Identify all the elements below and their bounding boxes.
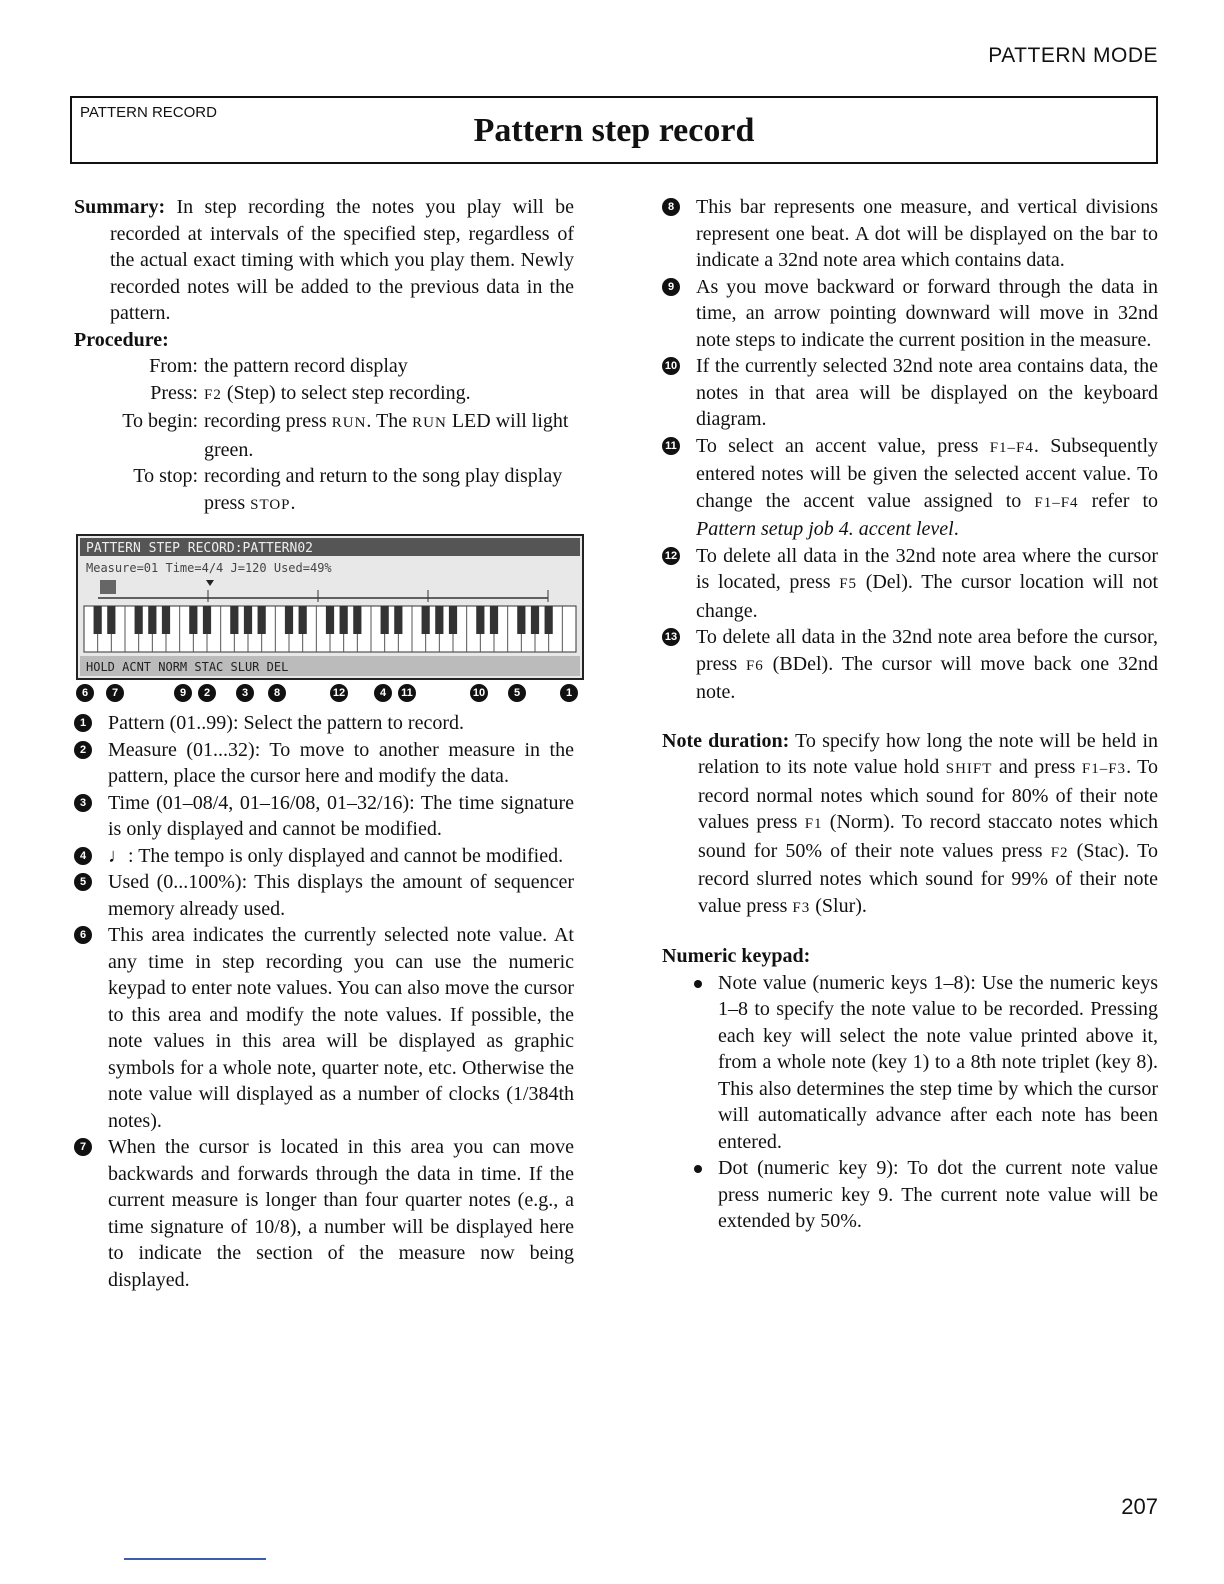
black-key [340, 606, 348, 634]
keyboard-diagram [84, 606, 576, 652]
black-key [435, 606, 443, 634]
right-column [662, 194, 1158, 1235]
callout-5: 5 [508, 684, 526, 702]
black-key [422, 606, 430, 634]
procedure-from: From: the pattern record display [149, 355, 408, 377]
black-key [517, 606, 525, 634]
bullet-item-dot: Dot (numeric key 9): To dot the current note value press numeric key 9. The current note value will be extended by 50%. [662, 1155, 1158, 1235]
black-key [258, 606, 266, 634]
lcd-line-1: PATTERN STEP RECORD:PATTERN02 [86, 541, 313, 556]
list-item-3: 3 Time (01–08/4, 01–16/08, 01–32/16): The time signature is only displayed and cannot be modified. [74, 790, 574, 843]
black-key [490, 606, 498, 634]
black-key [545, 606, 553, 634]
callout-1: 1 [560, 684, 578, 702]
note-duration-paragraph: Note duration: To specify how long the note will be held in relation to its note value hold SHIFT and press F1–F3. To record normal notes which sound for 80% of their note values press F1 (Norm). To record staccato notes which sound for 50% of their note values press F2 (Stac). To record slurred notes which sound for 99% of their note value press F3 (Slur). [662, 729, 1159, 917]
numeric-keypad-label: Numeric keypad: [662, 945, 811, 967]
list-item-4: 4 ♩: The tempo is only displayed and cannot be modified. [74, 843, 574, 870]
summary-paragraph [74, 194, 574, 327]
list-item-11: 11 To select an accent value, press F1–F4. Subsequently entered notes will be given the selected accent value. To change the accent value assigned to F1–F4 refer to Pattern setup job 4. accent level. [662, 433, 1158, 543]
list-item-13: 13 To delete all data in the 32nd note area before the cursor, press F6 (BDel). The cursor will move back one 32nd note. [662, 624, 1158, 706]
left-column [74, 194, 574, 518]
list-item-10: 10 If the currently selected 32nd note area contains data, the notes in that area will be displayed on the keyboard diagram. [662, 353, 1158, 433]
black-key [326, 606, 334, 634]
black-key [531, 606, 539, 634]
black-key [476, 606, 484, 634]
left-numbered-list [74, 710, 574, 1293]
procedure-stop: To stop: recording and return to the song play display press STOP. [133, 465, 563, 514]
black-key [394, 606, 402, 634]
black-key [381, 606, 389, 634]
black-key [135, 606, 143, 634]
black-key [353, 606, 361, 634]
procedure-press: Press: F2 (Step) to select step recording. [150, 381, 471, 404]
list-item-1: 1 Pattern (01..99): Select the pattern to record. [74, 710, 574, 737]
callout-10: 10 [470, 684, 488, 702]
black-key [299, 606, 307, 634]
black-key [285, 606, 293, 634]
list-item-7: 7 When the cursor is located in this area you can move backwards and forwards through the data in time. If the current measure is longer than four quarter notes (e.g., a time signature of 10/8), a number will be displayed here to indicate the section of the measure now being displayed. [74, 1134, 574, 1293]
black-key [94, 606, 102, 634]
callout-9: 9 [174, 684, 192, 702]
list-item-5: 5 Used (0...100%): This displays the amount of sequencer memory already used. [74, 869, 574, 922]
list-item-8: 8 This bar represents one measure, and vertical divisions represent one beat. A dot will be displayed on the bar to indicate a 32nd note area which contains data. [662, 194, 1158, 274]
list-item-2: 2 Measure (01...32): To move to another measure in the pattern, place the cursor here and modify the data. [74, 737, 574, 790]
list-item-12: 12 To delete all data in the 32nd note area where the cursor is located, press F5 (Del). The cursor location will not change. [662, 543, 1158, 625]
lcd-line-3: HOLD ACNT NORM STAC SLUR DEL [86, 660, 289, 674]
lcd-screen [78, 536, 582, 678]
lcd-line-2: Measure=01 Time=4/4 J=120 Used=49% [86, 561, 332, 575]
callout-4: 4 [374, 684, 392, 702]
callout-8: 8 [268, 684, 286, 702]
black-key [203, 606, 211, 634]
black-key [162, 606, 170, 634]
black-key [107, 606, 115, 634]
page-number: 207 [1121, 1494, 1158, 1519]
procedure-label: Procedure: [74, 328, 169, 351]
list-item-6: 6 This area indicates the currently selected note value. At any time in step recording you can use the numeric keypad to enter note values. You can also move the cursor to this area and modify the note values. If possible, the note values in this area will be displayed as graphic symbols for a whole note, quarter note, etc. Otherwise the note value will displayed as a number of clocks (1/384th notes). [74, 922, 574, 1134]
callout-12: 12 [330, 684, 348, 702]
section-label: PATTERN RECORD [80, 104, 217, 121]
chapter-header: PATTERN MODE [988, 44, 1158, 67]
callout-6: 6 [76, 684, 94, 702]
callout-3: 3 [236, 684, 254, 702]
page-title: Pattern step record [473, 112, 755, 149]
black-key [189, 606, 197, 634]
procedure-begin: To begin: recording press RUN. The RUN LED will light green. [122, 410, 569, 461]
callout-7: 7 [106, 684, 124, 702]
note-value-symbol [100, 580, 116, 594]
lcd-callouts [76, 682, 584, 704]
black-key [449, 606, 457, 634]
bullet-item-note-value: Note value (numeric keys 1–8): Use the numeric keys 1–8 to specify the note value to be recorded. Pressing each key will select the note value printed above it, from a whole note (key 1) to a 8th note triplet (key 8). This also determines the step time by which the cursor will automatically advance after each note has been entered. [662, 970, 1158, 1156]
footer-rule [124, 1558, 266, 1560]
black-key [230, 606, 238, 634]
callout-11: 11 [398, 684, 416, 702]
summary-text: In step recording the notes you play will be recorded at intervals of the specified step, regardless of the actual exact timing with which you play them. Newly recorded notes will be added to the previous data in the pattern. [110, 196, 574, 324]
callout-2: 2 [198, 684, 216, 702]
black-key [244, 606, 252, 634]
summary-label: Summary: [74, 196, 166, 218]
lcd-display-image [76, 534, 584, 680]
title-box [70, 96, 1158, 164]
black-key [148, 606, 156, 634]
list-item-9: 9 As you move backward or forward through the data in time, an arrow pointing downward will move in 32nd note steps to indicate the current position in the measure. [662, 274, 1158, 354]
